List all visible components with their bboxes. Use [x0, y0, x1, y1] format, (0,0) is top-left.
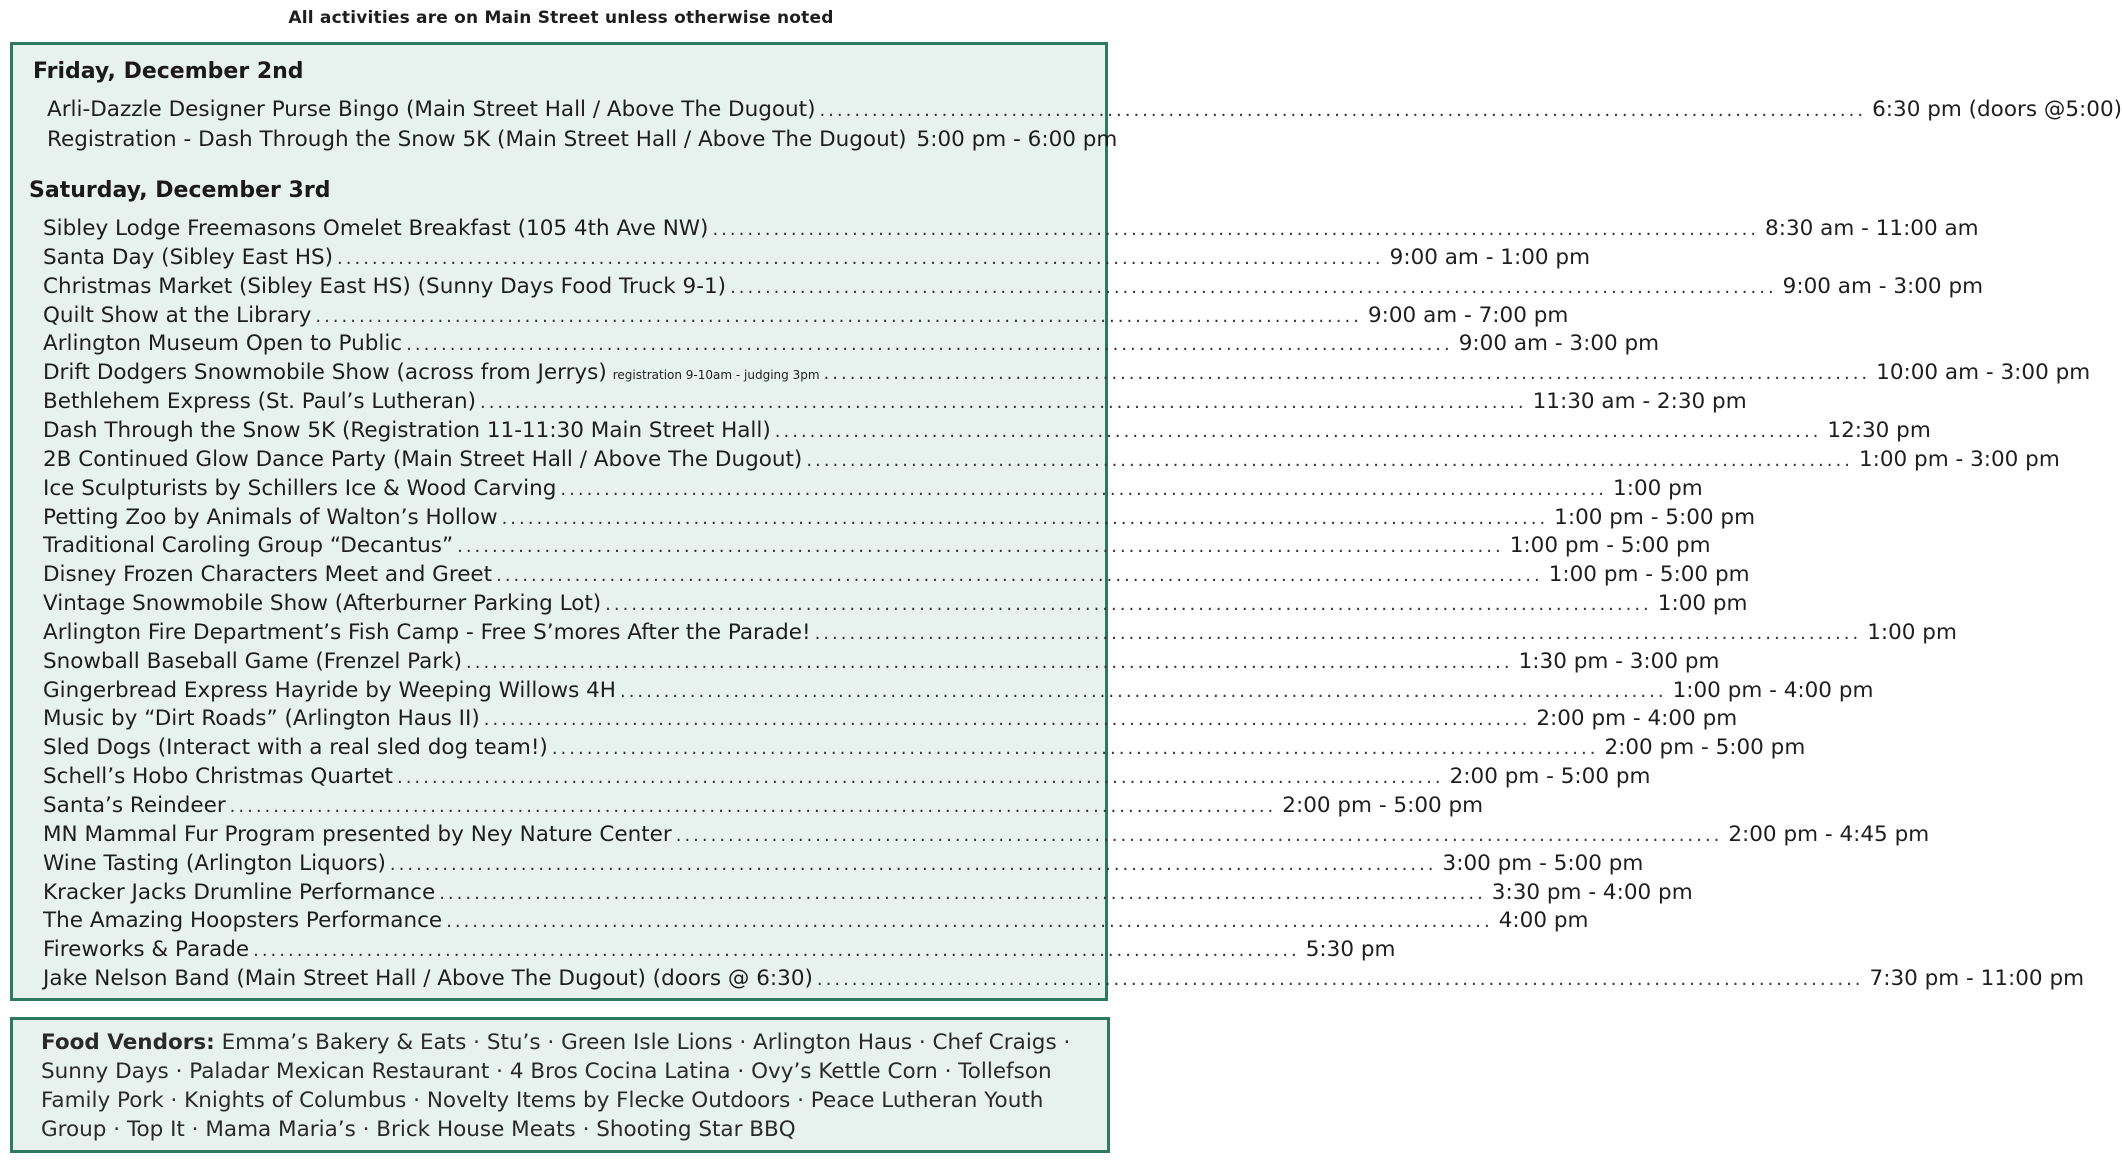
event-name: The Amazing Hoopsters Performance — [43, 908, 443, 934]
food-vendors-label: Food Vendors: — [41, 1030, 215, 1055]
event-time: 5:30 pm — [1305, 937, 1396, 963]
schedule-panel — [10, 42, 2122, 1001]
dot-leader: ........................................................................................................................ — [675, 824, 1723, 846]
dot-leader: ........................................................................................................................ — [774, 420, 1822, 442]
event-name: Drift Dodgers Snowmobile Show (across from Jerrys) — [43, 360, 607, 386]
dot-leader: ........................................................................................................................ — [730, 276, 1777, 298]
event-name: Kracker Jacks Drumline Performance — [43, 879, 436, 905]
event-name: Traditional Caroling Group “Decantus” — [43, 533, 454, 559]
header-note: All activities are on Main Street unless otherwise noted — [288, 8, 834, 28]
event-time: 2:00 pm - 4:45 pm — [1728, 821, 1930, 847]
event-time: 8:30 am - 11:00 am — [1765, 216, 1979, 241]
saturday-event-row — [43, 475, 1703, 505]
event-time: 6:30 pm (doors @5:00) — [1872, 97, 2122, 122]
saturday-event-row — [43, 677, 1874, 707]
event-name: Disney Frozen Characters Meet and Greet — [43, 562, 493, 588]
event-name: Dash Through the Snow 5K (Registration 11-11:30 Main Street Hall) — [43, 417, 771, 443]
event-name: 2B Continued Glow Dance Party (Main Street Hall / Above The Dugout) — [43, 446, 803, 472]
event-name: Bethlehem Express (St. Paul’s Lutheran) — [43, 389, 476, 415]
event-name: Arli-Dazzle Designer Purse Bingo (Main Street Hall / Above The Dugout) — [47, 97, 816, 122]
saturday-event-row — [43, 360, 2091, 389]
saturday-event-row — [43, 735, 1806, 764]
friday-heading: Friday, December 2nd — [33, 59, 304, 84]
event-name: Schell’s Hobo Christmas Quartet — [43, 764, 393, 790]
dot-leader: ........................................................................................................................ — [814, 622, 1862, 644]
saturday-event-row — [43, 648, 1720, 678]
event-name: Arlington Museum Open to Public — [43, 331, 403, 357]
dot-leader: ........................................................................................................................ — [819, 100, 1867, 121]
event-time: 4:00 pm — [1498, 908, 1589, 934]
dot-leader: ........................................................................................................................ — [446, 911, 1493, 933]
saturday-event-row — [43, 562, 1750, 591]
event-time: 12:30 pm — [1827, 417, 1931, 443]
saturday-event-row — [43, 216, 1979, 245]
saturday-event-row — [43, 533, 1711, 562]
event-name: Registration - Dash Through the Snow 5K (Main Street Hall / Above The Dugout) — [47, 127, 907, 152]
event-name: MN Mammal Fur Program presented by Ney Nature Center — [43, 821, 672, 847]
saturday-event-row — [43, 850, 1644, 880]
dot-leader: ........................................................................................................................ — [806, 449, 1853, 471]
friday-event-row — [47, 127, 1118, 156]
event-time: 7:30 pm - 11:00 pm — [1869, 966, 2085, 992]
saturday-event-row — [43, 417, 1931, 447]
event-time: 11:30 am - 2:30 pm — [1532, 389, 1747, 415]
event-time: 2:00 pm - 5:00 pm — [1449, 764, 1651, 790]
dot-leader: ........................................................................................................................ — [712, 219, 1760, 240]
event-name: Santa’s Reindeer — [43, 793, 226, 818]
saturday-event-row — [43, 273, 1984, 303]
event-time: 5:00 pm - 6:00 pm — [916, 127, 1118, 152]
event-note: registration 9-10am - judging 3pm — [612, 368, 820, 383]
event-name: Quilt Show at the Library — [43, 302, 312, 328]
event-time: 2:00 pm - 5:00 pm — [1604, 735, 1806, 761]
saturday-event-row — [43, 244, 1591, 274]
event-time: 9:00 am - 7:00 pm — [1367, 302, 1569, 328]
saturday-event-row — [43, 821, 1930, 851]
event-name: Snowball Baseball Game (Frenzel Park) — [43, 648, 462, 674]
saturday-event-row — [43, 908, 1589, 937]
event-time: 1:00 pm — [1657, 591, 1748, 617]
event-time: 2:00 pm - 4:00 pm — [1536, 706, 1738, 732]
event-time: 9:00 am - 1:00 pm — [1389, 244, 1591, 270]
dot-leader: ........................................................................................................................ — [560, 478, 1608, 500]
dot-leader: ........................................................................................................................ — [457, 536, 1504, 558]
saturday-event-row — [43, 389, 1747, 418]
event-time: 1:00 pm - 5:00 pm — [1554, 504, 1756, 530]
event-name: Sibley Lodge Freemasons Omelet Breakfast (105 4th Ave NW) — [43, 216, 709, 241]
event-name: Music by “Dirt Roads” (Arlington Haus II) — [43, 706, 480, 732]
event-time: 1:00 pm — [1613, 475, 1703, 501]
event-name: Santa Day (Sibley East HS) — [43, 244, 334, 270]
saturday-event-row — [43, 937, 1396, 966]
dot-leader: ........................................................................................................................ — [483, 709, 1531, 731]
saturday-event-row — [43, 619, 1957, 649]
event-time: 3:00 pm - 5:00 pm — [1442, 850, 1644, 876]
dot-leader: ........................................................................................................................ — [389, 853, 1437, 875]
event-time: 9:00 am - 3:00 pm — [1458, 331, 1660, 357]
dot-leader: ........................................................................................................................ — [406, 334, 1453, 356]
event-name: Sled Dogs (Interact with a real sled dog team!) — [43, 735, 548, 761]
event-time: 10:00 am - 3:00 pm — [1876, 360, 2091, 386]
saturday-event-row — [43, 591, 1748, 620]
dot-leader: ........................................................................................................................ — [551, 738, 1599, 760]
saturday-event-row — [43, 504, 1756, 534]
dot-leader: ........................................................................................................................ — [253, 940, 1300, 962]
saturday-event-row — [43, 764, 1651, 793]
dot-leader: ........................................................................................................................ — [816, 969, 1864, 991]
event-time: 9:00 am - 3:00 pm — [1782, 273, 1984, 299]
event-time: 2:00 pm - 5:00 pm — [1282, 793, 1484, 818]
event-name: Ice Sculpturists by Schillers Ice & Wood Carving — [43, 475, 557, 501]
saturday-event-row — [43, 331, 1660, 360]
dot-leader: ........................................................................................................................ — [315, 305, 1362, 327]
event-time: 3:30 pm - 4:00 pm — [1491, 879, 1693, 905]
food-vendors-list: Emma’s Bakery & Eats · Stu’s · Green Isle Lions · Arlington Haus · Chef Craigs · Sunny Days · Paladar Mexican Restaurant · 4 Bros Cocina Latina · Ovy’s Kettle Corn · Tollefson Family Pork · Knights of Columbus · Novelty Items by Flecke Outdoors · Peace Lutheran Youth Group · Top It · Mama Maria’s · Brick House Meats · Shooting Star BBQ — [41, 1030, 1071, 1142]
saturday-event-row — [43, 302, 1569, 332]
dot-leader: ........................................................................................................................ — [501, 507, 1549, 529]
event-name: Petting Zoo by Animals of Walton’s Hollow — [43, 504, 498, 530]
dot-leader: ........................................................................................................................ — [605, 594, 1652, 616]
dot-leader: ........................................................................................................................ — [337, 247, 1384, 269]
dot-leader: ........................................................................................................................ — [823, 363, 1871, 385]
event-name: Jake Nelson Band (Main Street Hall / Above The Dugout) (doors @ 6:30) — [43, 966, 813, 992]
event-time: 1:00 pm — [1867, 619, 1957, 645]
event-name: Gingerbread Express Hayride by Weeping Willows 4H — [43, 677, 616, 703]
event-name: Arlington Fire Department’s Fish Camp - Free S’mores After the Parade! — [43, 619, 811, 645]
dot-leader: ........................................................................................................................ — [619, 680, 1667, 702]
saturday-event-row — [43, 966, 2085, 995]
dot-leader: ........................................................................................................................ — [496, 565, 1543, 587]
saturday-event-row — [43, 706, 1738, 735]
event-name: Christmas Market (Sibley East HS) (Sunny Days Food Truck 9-1) — [43, 273, 727, 299]
event-name: Wine Tasting (Arlington Liquors) — [43, 850, 386, 876]
saturday-event-row — [43, 879, 1693, 909]
event-time: 1:00 pm - 5:00 pm — [1509, 533, 1711, 559]
event-time: 1:00 pm - 3:00 pm — [1858, 446, 2060, 472]
event-time: 1:30 pm - 3:00 pm — [1518, 648, 1720, 674]
dot-leader: ........................................................................................................................ — [439, 882, 1486, 904]
dot-leader: ........................................................................................................................ — [396, 767, 1444, 789]
saturday-heading: Saturday, December 3rd — [29, 178, 331, 203]
friday-event-row — [47, 97, 2122, 126]
saturday-event-row — [43, 793, 1484, 822]
dot-leader: ........................................................................................................................ — [229, 796, 1277, 817]
dot-leader: ........................................................................................................................ — [466, 651, 1513, 673]
saturday-event-row — [43, 446, 2060, 476]
dot-leader: ........................................................................................................................ — [479, 392, 1527, 414]
event-time: 1:00 pm - 4:00 pm — [1672, 677, 1874, 703]
food-vendors-panel — [10, 1017, 1110, 1153]
event-name: Vintage Snowmobile Show (Afterburner Parking Lot) — [43, 591, 602, 617]
event-time: 1:00 pm - 5:00 pm — [1548, 562, 1750, 588]
event-name: Fireworks & Parade — [43, 937, 250, 963]
